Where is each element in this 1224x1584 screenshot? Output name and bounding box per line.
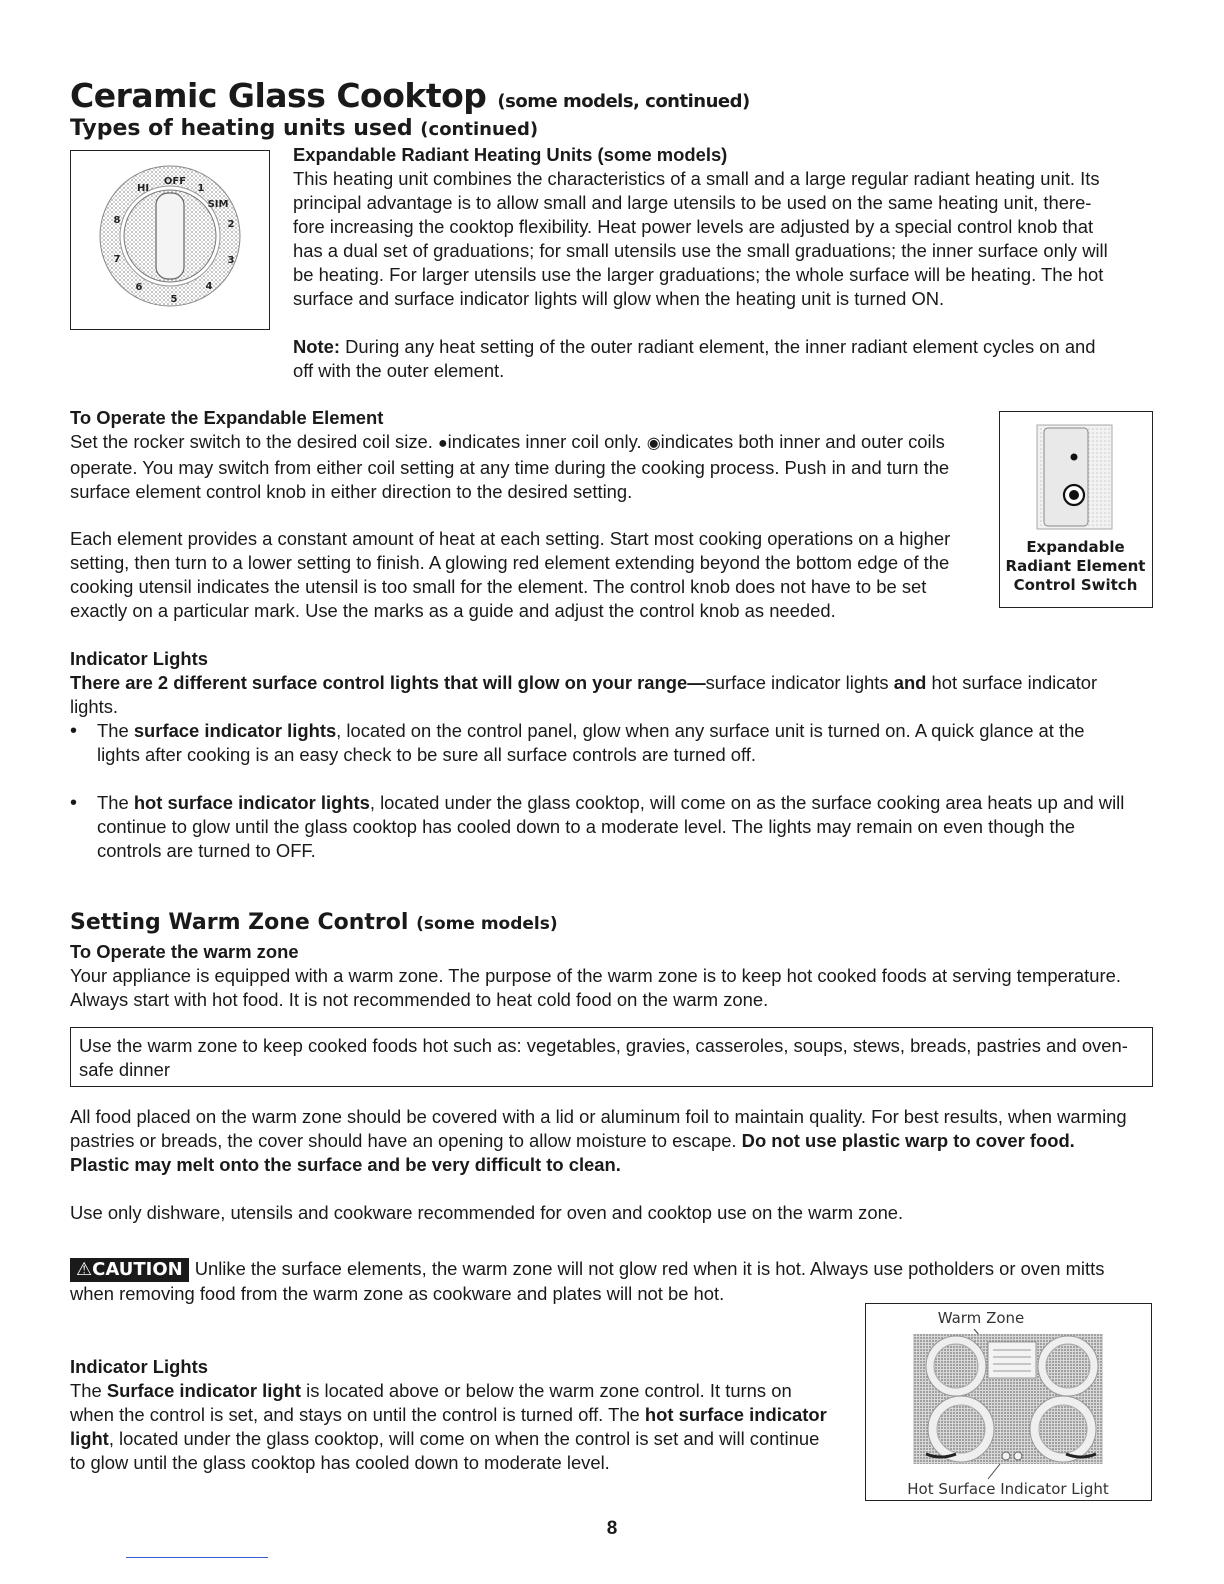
caution-line1: Unlike the surface elements, the warm zone will not glow red when it is hot. Always use potholders or oven mitts: [194, 1258, 1105, 1279]
page-title-note: (some models, continued): [497, 91, 750, 112]
footer-rule: [126, 1557, 268, 1558]
indicator-bullet-1: [70, 719, 1155, 767]
warm-zone-area: [988, 1342, 1036, 1378]
switch-caption-line: Expandable: [1026, 538, 1125, 556]
knob-mark-5: 5: [170, 294, 178, 305]
control-knob-figure: [70, 150, 270, 330]
cooktop-illustration: [866, 1304, 1150, 1499]
foods-box-line: safe dinner: [79, 1059, 170, 1080]
indicator-lead-and: and: [893, 672, 927, 693]
warm-zone-cover: [70, 1105, 1155, 1177]
warm-zone-foods-box: [70, 1027, 1153, 1087]
note-line1: During any heat setting of the outer radiant element, the inner radiant element cycles on and: [345, 336, 1096, 357]
foods-box-line: Use the warm zone to keep cooked foods hot such as: vegetables, gravies, casseroles, soups, stews, breads, pastries and oven-: [79, 1035, 1128, 1056]
ind2-l4: to glow until the glass cooktop has cooled down to moderate level.: [70, 1452, 610, 1473]
knob-mark-2: 2: [227, 219, 235, 230]
ind2-l2-a: when the control is set, and stays on until the control is turned off. The: [70, 1404, 640, 1425]
knob-mark-1: 1: [197, 183, 205, 194]
warm-intro-line: Your appliance is equipped with a warm zone. The purpose of the warm zone is to keep hot cooked foods at serving temperature.: [70, 965, 1121, 986]
bullet2-line3: controls are turned to OFF.: [97, 840, 316, 861]
cover-line2b: Do not use plastic warp to cover food.: [741, 1130, 1075, 1151]
ind2-l3-rest: , located under the glass cooktop, will come on when the control is set and will continue: [108, 1428, 820, 1449]
operate-para2-line: setting, then turn to a lower setting to finish. A glowing red element extending beyond the bottom edge of the: [70, 552, 950, 573]
knob-mark-7: 7: [113, 254, 121, 265]
expandable-line: has a dual set of graduations; for small utensils use the small graduations; the inner surface only will: [293, 240, 1108, 261]
expandable-line: principal advantage is to allow small and large utensils to be used on the same heating unit, there-: [293, 192, 1092, 213]
ind2-l2-bold: hot surface indicator: [644, 1404, 827, 1425]
knob-mark-off: OFF: [163, 176, 187, 187]
hot-surface-label: Hot Surface Indicator Light: [907, 1480, 1109, 1498]
ind2-the: The: [70, 1380, 102, 1401]
bullet-icon: •: [70, 792, 78, 814]
inner-coil-symbol-icon: ●: [438, 435, 448, 452]
operate-para2-line: Each element provides a constant amount of heat at each setting. Start most cooking operations on a higher: [70, 528, 951, 549]
switch-caption-line: Control Switch: [1013, 576, 1138, 594]
operate-heading: To Operate the Expandable Element: [70, 407, 384, 428]
expandable-line: surface and surface indicator lights will glow when the heating unit is turned ON.: [293, 288, 945, 309]
bullet1-rest: , located on the control panel, glow when any surface unit is turned on. A quick glance at the: [336, 720, 1085, 741]
expandable-note: [293, 335, 1163, 383]
operate-line: operate. You may switch from either coil setting at any time during the cooking process. Push in and turn the: [70, 457, 950, 478]
operate-paragraph: [70, 430, 990, 504]
cover-line3: Plastic may melt onto the surface and be very difficult to clean.: [70, 1154, 621, 1175]
switch-caption-line: Radiant Element: [1005, 557, 1146, 575]
expandable-line: fore increasing the cooktop flexibility. Heat power levels are adjusted by a special control knob that: [293, 216, 1094, 237]
indicator-lead-dash: —: [687, 672, 706, 693]
section-subtitle-note: (continued): [420, 119, 539, 140]
caution-badge: [70, 1258, 189, 1282]
warm-intro-line: Always start with hot food. It is not recommended to heat cold food on the warm zone.: [70, 989, 769, 1010]
both-coils-symbol-icon: ◉: [646, 435, 661, 452]
warning-icon: ⚠: [76, 1259, 93, 1280]
caution-line2: when removing food from the warm zone as cookware and plates will not be hot.: [70, 1283, 725, 1304]
page-title-text: Ceramic Glass Cooktop: [70, 76, 487, 115]
operate-line1b: indicates inner coil only.: [447, 431, 642, 452]
inner-coil-dot-icon: [1071, 454, 1078, 461]
note-label: Note:: [293, 336, 340, 357]
rocker-switch-illustration: [1000, 412, 1151, 537]
ind2-l1-bold: Surface indicator light: [106, 1380, 301, 1401]
operate-para2-line: exactly on a particular mark. Use the marks as a guide and adjust the control knob as needed.: [70, 600, 836, 621]
page-title: [70, 76, 750, 115]
expandable-line: be heating. For larger utensils use the larger graduations; the whole surface will be heating. The hot: [293, 264, 1104, 285]
bullet2-bold: hot surface indicator lights: [133, 792, 370, 813]
indicator-heading-2: Indicator Lights: [70, 1356, 208, 1377]
warm-zone-figure: [865, 1303, 1152, 1501]
expandable-line: This heating unit combines the characteristics of a small and a large regular radiant heating unit. Its: [293, 168, 1100, 189]
warm-zone-dishware: Use only dishware, utensils and cookware recommended for oven and cooktop use on the warm zone.: [70, 1202, 904, 1223]
bullet1-the: The: [97, 720, 129, 741]
rocker-switch-figure: [999, 411, 1153, 608]
warm-zone-label: Warm Zone: [937, 1309, 1025, 1327]
indicator-lead: [70, 671, 1155, 719]
bullet1-line2: lights after cooking is an easy check to be sure all surface controls are turned off.: [97, 744, 757, 765]
operate-paragraph-2: [70, 527, 990, 623]
knob-mark-3: 3: [227, 255, 235, 266]
warm-zone-title-text: Setting Warm Zone Control: [70, 910, 409, 935]
page-number: 8: [606, 1518, 618, 1539]
indicator-lead-bold: There are 2 different surface control lights that will glow on your range: [70, 672, 688, 693]
knob-mark-6: 6: [135, 282, 143, 293]
warm-zone-heading: To Operate the warm zone: [70, 941, 299, 962]
operate-line1a: Set the rocker switch to the desired coil size.: [70, 431, 433, 452]
indicator-bullet-2: [70, 791, 1155, 863]
expandable-paragraph: [293, 167, 1163, 311]
operate-line1c: indicates both inner and outer coils: [660, 431, 945, 452]
section-subtitle-text: Types of heating units used: [70, 116, 413, 141]
bullet-icon: •: [70, 720, 78, 742]
indicator-lead-b: hot surface indicator: [931, 672, 1098, 693]
bullet2-rest: , located under the glass cooktop, will come on as the surface cooking area heats up and will: [369, 792, 1125, 813]
bullet2-the: The: [97, 792, 129, 813]
indicator-heading: Indicator Lights: [70, 648, 208, 669]
indicator-lead-a: surface indicator lights: [705, 672, 889, 693]
warm-zone-intro: [70, 964, 1155, 1012]
note-line2: off with the outer element.: [293, 360, 505, 381]
warm-zone-title-note: (some models): [416, 914, 558, 934]
operate-line: surface element control knob in either direction to the desired setting.: [70, 481, 633, 502]
knob-mark-hi: HI: [136, 183, 150, 194]
ind2-l1-rest: is located above or below the warm zone control. It turns on: [306, 1380, 792, 1401]
warm-zone-title: [70, 910, 558, 935]
section-subtitle: [70, 116, 538, 141]
knob-mark-8: 8: [113, 215, 121, 226]
caution-paragraph: [70, 1257, 1160, 1306]
control-knob-illustration: [71, 151, 268, 328]
indicator-lead-c: lights.: [70, 696, 119, 717]
indicator-light-icon: [1002, 1452, 1010, 1460]
bullet1-bold: surface indicator lights: [133, 720, 337, 741]
caution-label: CAUTION: [92, 1259, 183, 1280]
knob-mark-4: 4: [205, 281, 213, 292]
switch-caption: [1000, 538, 1151, 595]
expandable-heading: Expandable Radiant Heating Units (some models): [293, 144, 728, 165]
indicator-paragraph-2: [70, 1379, 850, 1475]
knob-mark-sim: SIM: [207, 199, 229, 210]
cover-line1: All food placed on the warm zone should be covered with a lid or aluminum foil to maintain quality. For best results, when warming: [70, 1106, 1127, 1127]
cover-line2a: pastries or breads, the cover should have an opening to allow moisture to escape.: [70, 1130, 737, 1151]
operate-para2-line: cooking utensil indicates the utensil is too small for the element. The control knob does not have to be set: [70, 576, 927, 597]
ind2-l3-bold: light: [70, 1428, 109, 1449]
bullet2-line2: continue to glow until the glass cooktop has cooled down to a moderate level. The lights may remain on even though the: [97, 816, 1076, 837]
